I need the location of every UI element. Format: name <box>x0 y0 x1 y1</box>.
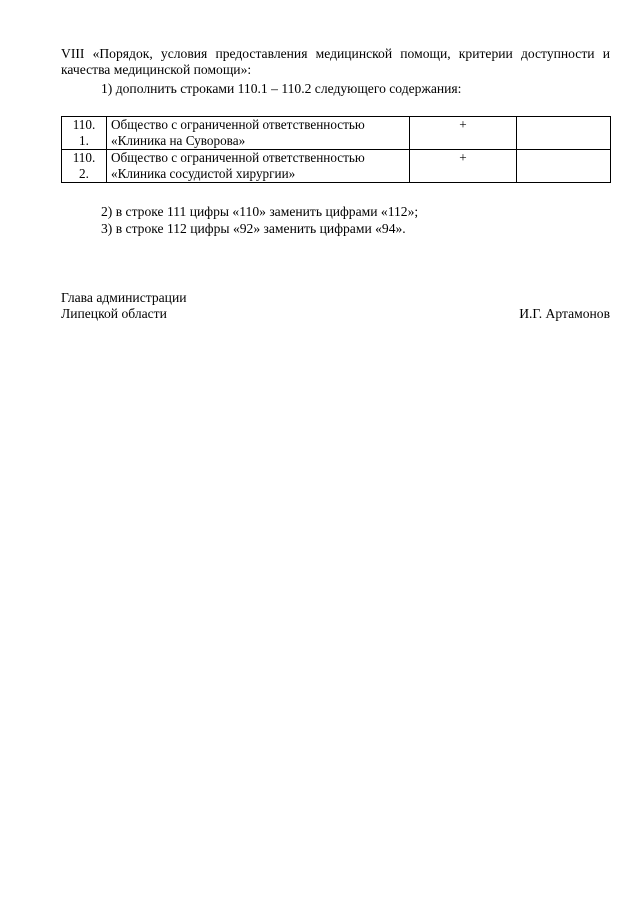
signature-line <box>61 290 610 306</box>
amendment-item-3: 3) в строке 112 цифры «92» заменить цифрами «94». <box>101 221 406 236</box>
mark-cell: + <box>410 150 517 183</box>
row-number-cell <box>62 150 107 183</box>
table-row <box>62 150 611 183</box>
organization-name-cell <box>107 150 410 183</box>
signatory-position-line: Липецкой области <box>61 306 167 321</box>
amendment-item-1: 1) дополнить строками 110.1 – 110.2 следующего содержания: <box>101 81 462 96</box>
row-number-line: 2. <box>79 166 89 181</box>
organization-name-line: «Клиника сосудистой хирургии» <box>111 166 296 181</box>
signature-line <box>61 306 610 322</box>
organization-name-line: Общество с ограниченной ответственностью <box>111 150 365 165</box>
row-number-line: 1. <box>79 133 89 148</box>
signature-block <box>61 290 610 322</box>
organization-name-cell <box>107 117 410 150</box>
amendment-table <box>61 116 611 183</box>
amendment-item-2: 2) в строке 111 цифры «110» заменить цифрами «112»; <box>101 204 419 219</box>
organization-name-line: Общество с ограниченной ответственностью <box>111 117 365 132</box>
row-number-cell <box>62 117 107 150</box>
row-number-line: 110. <box>72 150 96 165</box>
mark-cell <box>517 150 611 183</box>
mark-cell: + <box>410 117 517 150</box>
organization-name-line: «Клиника на Суворова» <box>111 133 246 148</box>
row-number-line: 110. <box>72 117 96 132</box>
mark-cell <box>517 117 611 150</box>
section-heading: VIII «Порядок, условия предоставления медицинской помощи, критерии доступности и качества медицинской помощи»: <box>61 46 610 77</box>
table-row <box>62 117 611 150</box>
signatory-name: И.Г. Артамонов <box>519 306 610 321</box>
signatory-position-line: Глава администрации <box>61 290 187 305</box>
